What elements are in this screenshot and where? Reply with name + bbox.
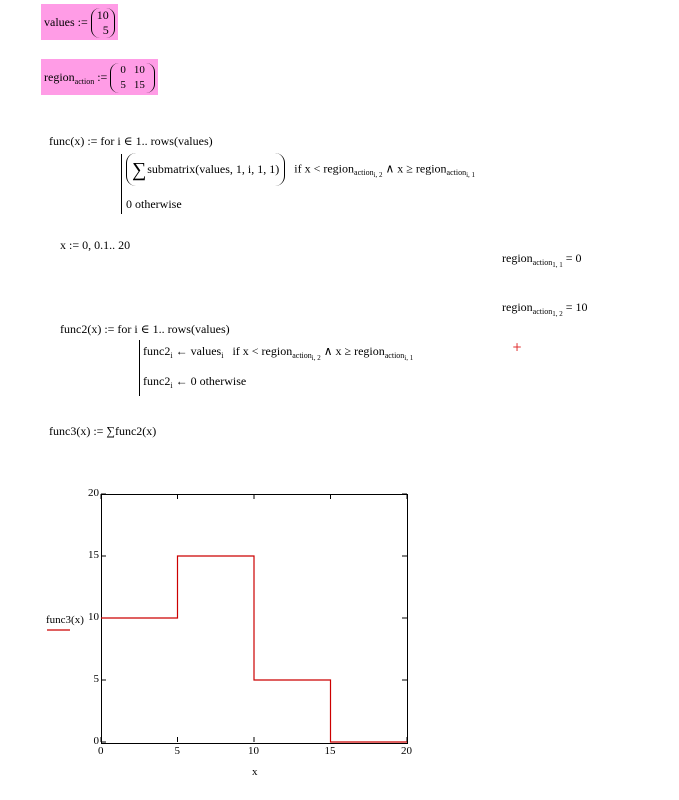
func3-definition[interactable]: func3(x) := ∑func2(x) — [49, 424, 157, 438]
plot-y-label[interactable]: func3(x) — [46, 614, 84, 626]
assign-operator: := — [97, 70, 108, 84]
x-tick-label: 10 — [248, 745, 259, 757]
assign-operator: := — [77, 15, 88, 29]
func-condition-prefix: if x < region — [294, 161, 355, 176]
func-condition-mid: ∧ x ≥ region — [385, 161, 447, 176]
func2-otherwise: ← 0 otherwise — [175, 374, 247, 388]
func2-condition-mid: ∧ x ≥ region — [323, 344, 385, 358]
region-matrix-cell: 5 — [120, 79, 126, 92]
func-definition-head[interactable]: func(x) := for i ∈ 1.. rows(values) — [49, 134, 213, 148]
func2-definition-head[interactable]: func2(x) := for i ∈ 1.. rows(values) — [60, 322, 230, 336]
values-name: values — [44, 15, 75, 29]
y-tick-label: 5 — [93, 673, 99, 685]
func-condition-sub2: actioni, 1 — [446, 168, 476, 180]
region-matrix-cell: 0 — [120, 64, 126, 77]
eval-subscript: action1, 2 — [532, 307, 563, 318]
func2-condition-prefix: if x < region — [232, 344, 293, 358]
func2-lhs: func2 — [143, 374, 171, 388]
func2-lhs-index: i — [170, 351, 173, 360]
func2-values-index: i — [221, 351, 224, 360]
x-tick-label: 20 — [401, 745, 412, 757]
x-tick-label: 0 — [98, 745, 104, 757]
values-vector-entry: 10 — [96, 8, 109, 23]
func2-lhs: func2 — [143, 344, 171, 358]
func3-trace — [101, 556, 407, 742]
func-condition-sub1: actioni, 2 — [354, 168, 383, 180]
region-subscript: action — [74, 77, 95, 86]
func2-condition-sub1: actioni, 2 — [292, 351, 321, 362]
values-vector-entry: 5 — [102, 23, 109, 38]
region-name: region — [44, 70, 75, 84]
plot-x-label[interactable]: x — [252, 766, 258, 778]
y-tick-label: 10 — [88, 611, 99, 623]
func-sum-argument: submatrix(values, 1, i, 1, 1) — [147, 162, 280, 176]
eval-name: region — [502, 300, 533, 314]
func-program-line2[interactable]: 0 otherwise — [126, 197, 182, 211]
sum-symbol-icon: ∑ — [132, 159, 147, 181]
region-matrix-cell: 10 — [133, 64, 145, 77]
eval-name: region — [502, 251, 533, 265]
eval-result: = 0 — [565, 251, 582, 265]
x-range-definition[interactable]: x := 0, 0.1.. 20 — [60, 238, 131, 252]
y-tick-label: 0 — [93, 735, 99, 747]
eval-result: = 10 — [565, 300, 588, 314]
func2-condition-sub2: actioni, 1 — [384, 351, 414, 362]
eval-subscript: action1, 1 — [532, 258, 563, 269]
y-tick-label: 20 — [88, 487, 99, 499]
insertion-crosshair-icon: + — [512, 340, 523, 354]
func2-assign-values: ← values — [175, 344, 222, 358]
y-tick-label: 15 — [88, 549, 99, 561]
region-matrix-cell: 15 — [133, 79, 145, 92]
x-tick-label: 5 — [174, 745, 180, 757]
func2-lhs-index: i — [170, 381, 173, 390]
x-tick-label: 15 — [324, 745, 336, 757]
